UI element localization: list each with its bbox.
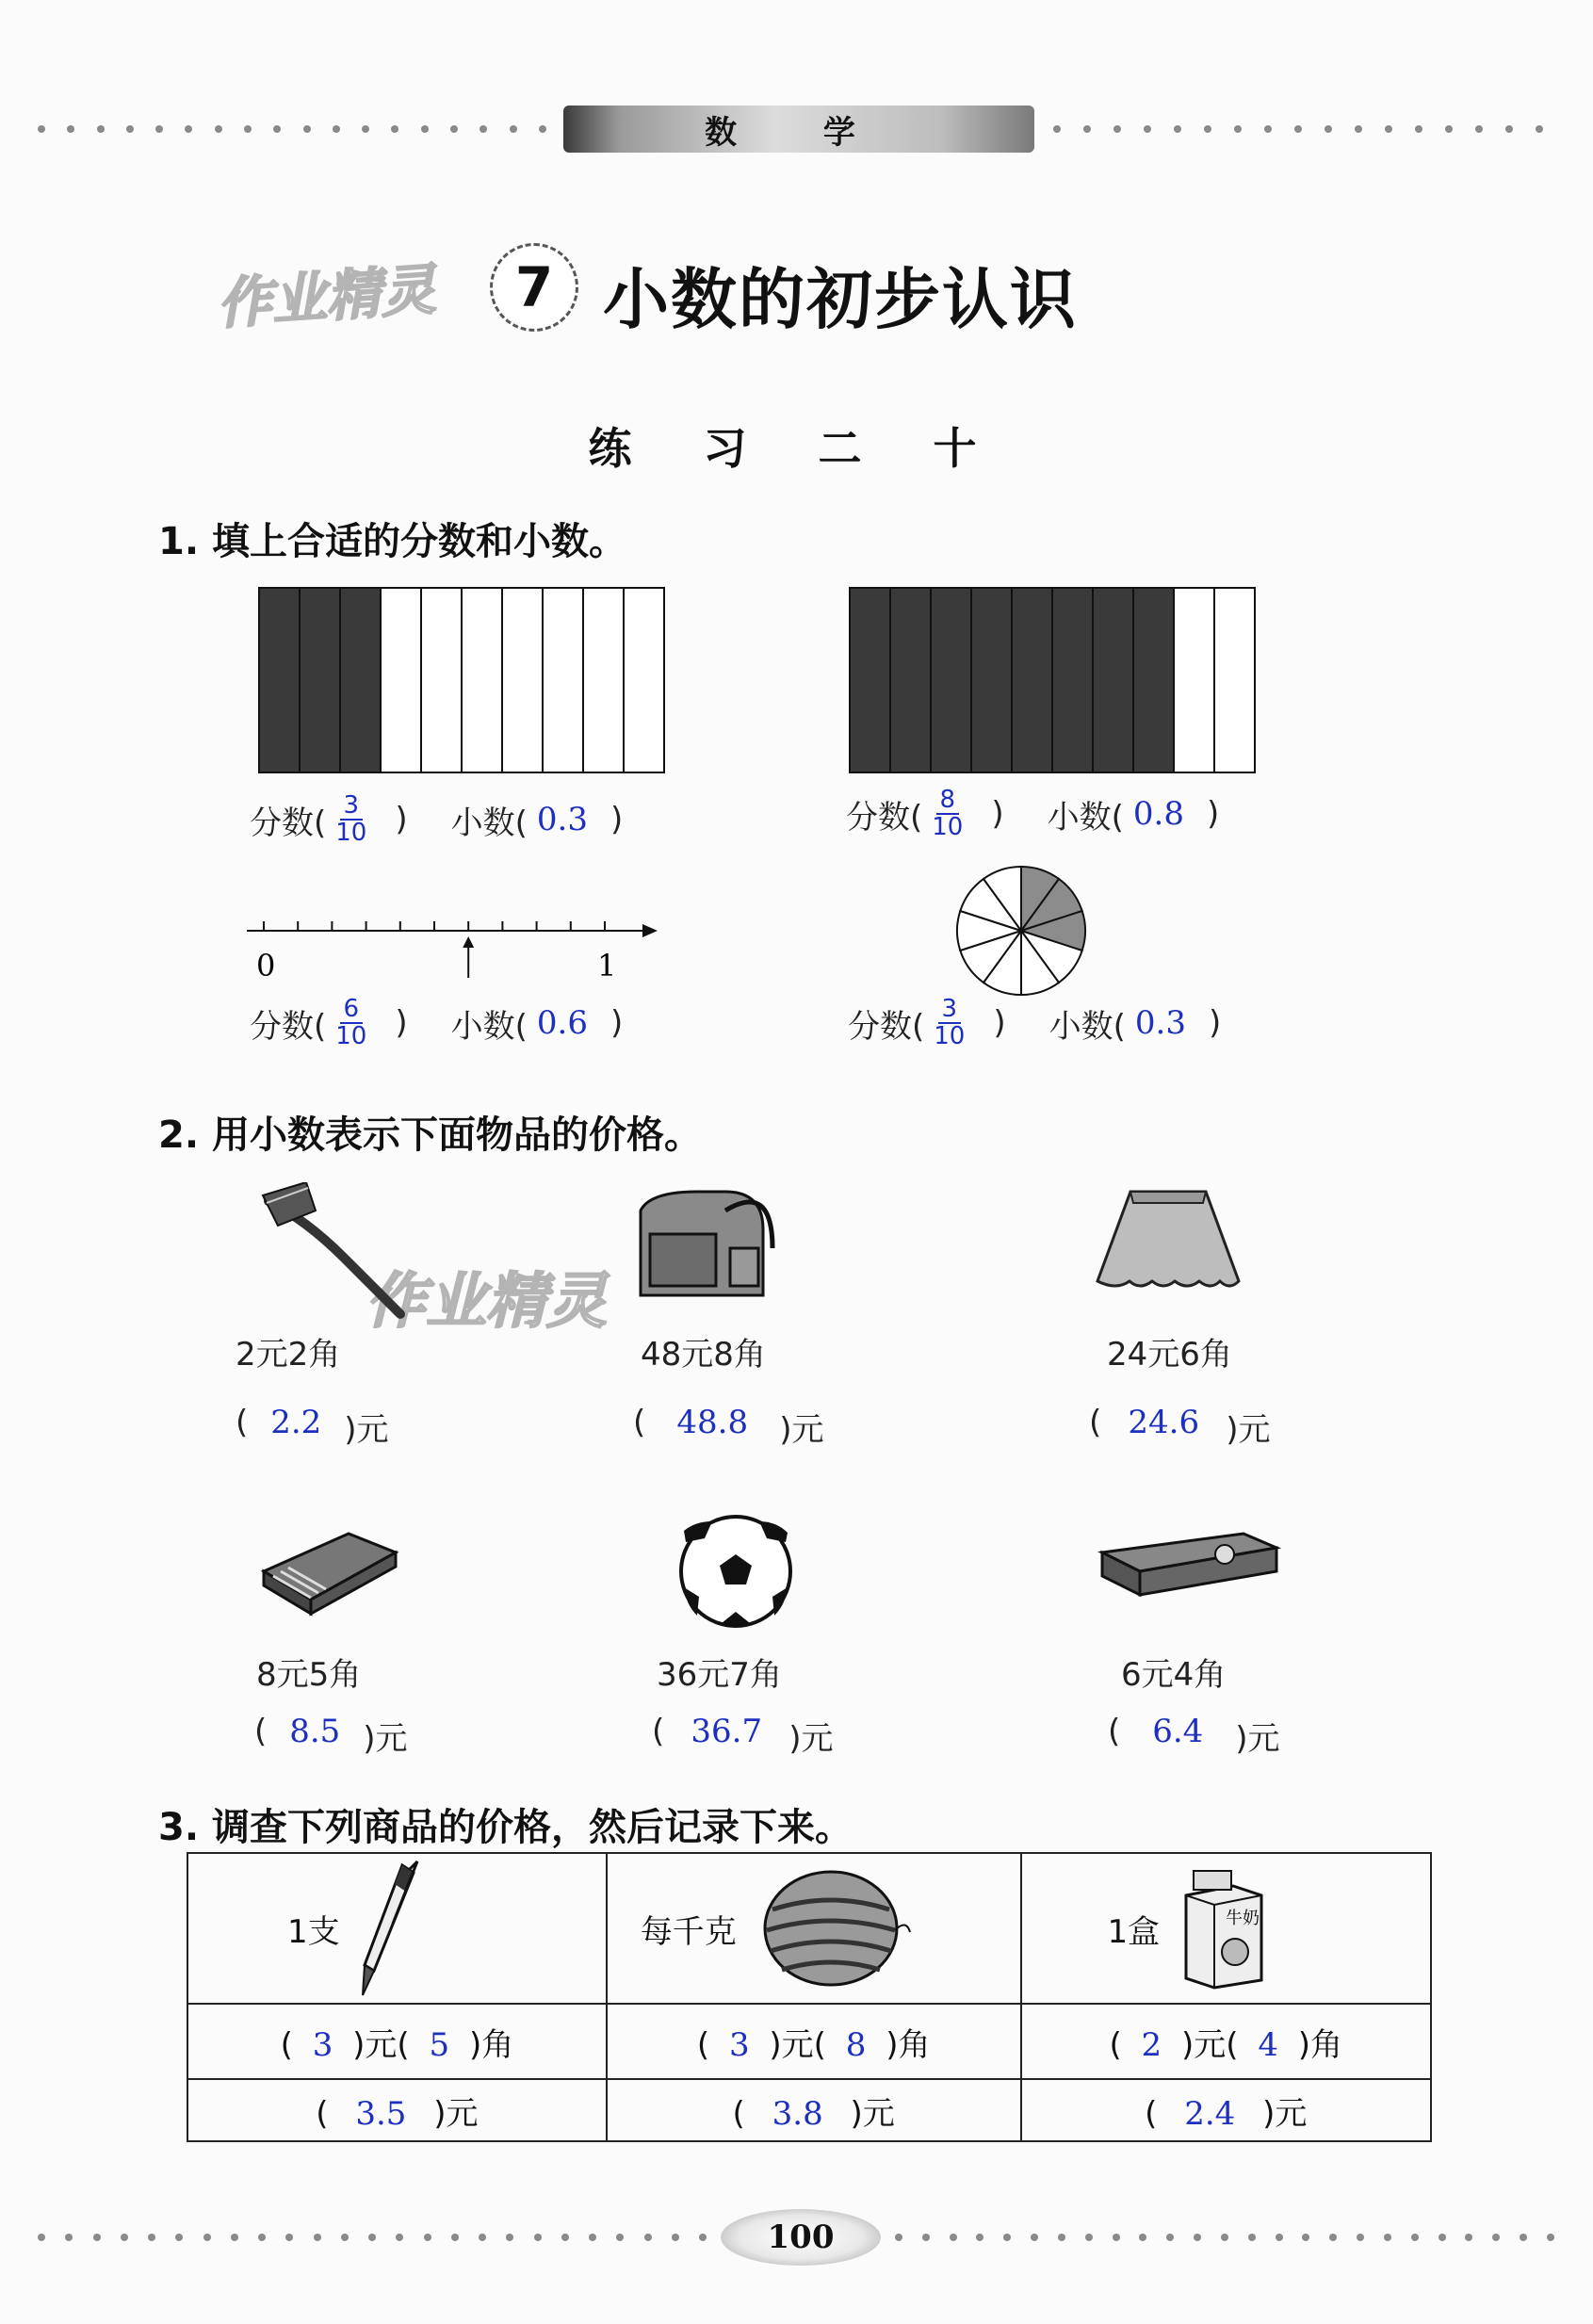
dot xyxy=(314,2234,321,2241)
dot xyxy=(479,2234,486,2241)
price-label: 24元6角 xyxy=(1107,1336,1232,1373)
dot xyxy=(1357,2234,1364,2241)
dot xyxy=(1221,2234,1228,2241)
fraction-label: 分数( xyxy=(250,1007,327,1046)
decimal-answer: 0.3 xyxy=(536,801,588,839)
shaded-segment xyxy=(259,588,300,772)
dot xyxy=(1411,2234,1419,2241)
dot xyxy=(1536,125,1543,133)
dot xyxy=(699,2234,707,2241)
subject-banner xyxy=(563,106,1034,153)
dot xyxy=(148,2234,155,2241)
empty-segment xyxy=(502,588,543,772)
empty-segment xyxy=(1214,588,1255,772)
decimal-answer: 0.3 xyxy=(1134,1004,1186,1043)
dot xyxy=(215,125,222,133)
empty-segment xyxy=(381,588,421,772)
q1-answer-row-2: 分数( $\frac{8}{10}$ ) 小数( 0.8 ) xyxy=(846,786,1220,842)
dot xyxy=(333,125,340,133)
dot xyxy=(1475,125,1483,133)
dot xyxy=(672,2234,679,2241)
dot xyxy=(368,2234,376,2241)
dot xyxy=(258,2234,266,2241)
table-cell: ( 2 )元( 4 )角 xyxy=(1021,2004,1431,2079)
empty-segment xyxy=(1174,588,1214,772)
yuan-answer: 3 xyxy=(312,2025,333,2064)
dot xyxy=(65,2234,73,2241)
dot xyxy=(341,2234,349,2241)
answer-row: ( 2.2 )元 xyxy=(236,1404,389,1449)
dot xyxy=(539,125,546,133)
shaded-segment xyxy=(931,588,971,772)
dot xyxy=(1445,125,1453,133)
footer-dots-left xyxy=(38,2231,707,2244)
dot xyxy=(616,2234,624,2241)
dot xyxy=(231,2234,238,2241)
shaded-segment xyxy=(1133,588,1174,772)
dot xyxy=(450,125,458,133)
dot xyxy=(922,2234,930,2241)
dot xyxy=(976,2234,983,2241)
price-label: 2元2角 xyxy=(236,1336,341,1373)
subject-label: 数 学 xyxy=(705,113,893,152)
dot xyxy=(480,125,487,133)
watermark-top: 作业精灵 xyxy=(215,256,438,336)
strip-diagram-a xyxy=(257,586,666,778)
dot xyxy=(203,2234,211,2241)
dot xyxy=(1439,2234,1446,2241)
dot xyxy=(1384,2234,1391,2241)
decimal-answer: 2.4 xyxy=(1184,2094,1236,2133)
watermelon-icon xyxy=(754,1862,914,1994)
dot xyxy=(1113,125,1121,133)
dot xyxy=(396,2234,403,2241)
dot xyxy=(1174,125,1181,133)
dot xyxy=(451,2234,459,2241)
q1-answer-row-4: 分数( $\frac{3}{10}$ ) 小数( 0.3 ) xyxy=(848,995,1222,1051)
shaded-segment xyxy=(1052,588,1093,772)
table-cell xyxy=(1021,1853,1431,2004)
dot xyxy=(126,125,134,133)
milk-box-label: 牛奶 xyxy=(1226,1909,1260,1928)
dot xyxy=(38,125,45,133)
jiao-answer: 4 xyxy=(1258,2025,1278,2064)
answer-row: ( 36.7 )元 xyxy=(652,1713,834,1758)
dot xyxy=(185,125,192,133)
answer-row: ( 8.5 )元 xyxy=(254,1713,408,1758)
decimal-answer: 24.6 xyxy=(1128,1404,1200,1441)
empty-segment xyxy=(543,588,583,772)
dot xyxy=(1058,2234,1065,2241)
dot xyxy=(244,125,252,133)
skirt-icon xyxy=(1088,1182,1248,1299)
decimal-answer: 3.8 xyxy=(772,2094,823,2133)
answer-row: ( 6.4 )元 xyxy=(1108,1713,1280,1758)
table-row xyxy=(187,2079,1431,2141)
dot xyxy=(285,2234,293,2241)
decimal-answer: 8.5 xyxy=(289,1713,341,1750)
dot xyxy=(1194,2234,1201,2241)
item-label: 1支 xyxy=(287,1912,340,1951)
empty-segment xyxy=(462,588,502,772)
dot xyxy=(155,125,163,133)
decimal-answer: 36.7 xyxy=(691,1713,763,1750)
footer-dots-right xyxy=(895,2231,1554,2244)
dot xyxy=(1248,2234,1256,2241)
dot xyxy=(1276,2234,1283,2241)
fraction-answer: $\frac{6}{10}$ xyxy=(335,995,367,1051)
schoolbag-icon xyxy=(622,1182,782,1308)
price-label: 8元5角 xyxy=(256,1656,362,1694)
decimal-answer: 3.5 xyxy=(355,2094,407,2133)
q1-answer-row-3: 分数( $\frac{6}{10}$ ) 小数( 0.6 ) xyxy=(250,995,624,1051)
item-label: 1盒 xyxy=(1107,1912,1161,1951)
dot xyxy=(67,125,74,133)
header-dots-left xyxy=(38,122,546,136)
table-cell: ( 2.4 )元 xyxy=(1021,2079,1431,2141)
dot xyxy=(895,2234,902,2241)
decimal-label: 小数( xyxy=(1048,1007,1126,1046)
number-line-start: 0 xyxy=(256,948,276,983)
dot xyxy=(1385,125,1392,133)
q2-prompt: 2. 用小数表示下面物品的价格。 xyxy=(158,1113,702,1157)
dot xyxy=(97,125,105,133)
shaded-segment xyxy=(971,588,1012,772)
fraction-label: 分数( xyxy=(848,1007,925,1046)
dot xyxy=(1415,125,1422,133)
dot xyxy=(424,2234,431,2241)
table-row xyxy=(187,2004,1431,2079)
decimal-answer: 0.6 xyxy=(536,1004,588,1043)
dot xyxy=(1325,125,1332,133)
price-label: 48元8角 xyxy=(641,1336,766,1373)
dot xyxy=(1166,2234,1174,2241)
shaded-segment xyxy=(1012,588,1052,772)
yuan-answer: 2 xyxy=(1141,2025,1162,2064)
dot xyxy=(93,2234,101,2241)
decimal-answer: 6.4 xyxy=(1152,1713,1204,1750)
table-cell xyxy=(607,1853,1021,2004)
pencil-case-icon xyxy=(1093,1524,1281,1622)
decimal-label: 小数( xyxy=(450,804,528,842)
q1-prompt: 1. 填上合适的分数和小数。 xyxy=(158,520,626,563)
number-line-arrowhead xyxy=(642,924,658,937)
exercise-title: 练 习 二 十 xyxy=(588,423,1005,474)
dot xyxy=(510,125,517,133)
decimal-answer: 0.8 xyxy=(1132,795,1184,834)
dot xyxy=(1139,2234,1146,2241)
dot xyxy=(1294,125,1302,133)
decimal-answer: 2.2 xyxy=(270,1404,322,1441)
dot xyxy=(1520,2234,1527,2241)
number-line-end: 1 xyxy=(597,948,617,983)
dot xyxy=(589,2234,596,2241)
dot xyxy=(303,125,311,133)
shaded-segment xyxy=(1093,588,1133,772)
dot xyxy=(1083,125,1091,133)
fraction-answer: $\frac{3}{10}$ xyxy=(934,995,966,1051)
price-label: 36元7角 xyxy=(657,1656,782,1694)
dot xyxy=(121,2234,128,2241)
dot xyxy=(38,2234,45,2241)
dot xyxy=(1302,2234,1309,2241)
dot xyxy=(391,125,398,133)
header-dots-right xyxy=(1053,122,1543,136)
table-row xyxy=(187,1853,1431,2004)
shaded-segment xyxy=(340,588,381,772)
table-cell: ( 3.5 )元 xyxy=(187,2079,607,2141)
page-number: 100 xyxy=(721,2209,881,2266)
price-survey-table xyxy=(187,1852,1432,2142)
dot xyxy=(1085,2234,1093,2241)
toothbrush-icon xyxy=(250,1182,419,1327)
unit-title: 小数的初步认识 xyxy=(603,261,1078,338)
table-cell xyxy=(187,1853,607,2004)
dot xyxy=(1492,2234,1500,2241)
strip-diagram-b xyxy=(848,586,1257,778)
dot xyxy=(561,2234,569,2241)
fraction-label: 分数( xyxy=(846,798,923,837)
empty-segment xyxy=(583,588,624,772)
dot xyxy=(1144,125,1151,133)
dot xyxy=(644,2234,652,2241)
price-label: 6元4角 xyxy=(1121,1656,1227,1694)
unit-number: 7 xyxy=(490,243,578,332)
crayon-box-icon xyxy=(254,1524,405,1622)
fraction-label: 分数( xyxy=(250,804,327,842)
number-line xyxy=(247,904,661,1002)
dot xyxy=(534,2234,542,2241)
jiao-answer: 8 xyxy=(845,2025,867,2064)
shaded-segment xyxy=(890,588,931,772)
answer-row: ( 24.6 )元 xyxy=(1089,1404,1271,1449)
dot xyxy=(175,2234,183,2241)
fraction-answer: $\frac{3}{10}$ xyxy=(335,791,367,848)
table-cell: ( 3 )元( 8 )角 xyxy=(607,2004,1021,2079)
empty-segment xyxy=(421,588,462,772)
dot xyxy=(950,2234,957,2241)
shaded-segment xyxy=(850,588,890,772)
position-arrowhead xyxy=(463,936,474,948)
fraction-answer: $\frac{8}{10}$ xyxy=(932,786,964,842)
q3-prompt: 3. 调查下列商品的价格，然后记录下来。 xyxy=(158,1806,853,1849)
dot xyxy=(1355,125,1362,133)
answer-row: ( 48.8 )元 xyxy=(633,1404,824,1449)
yuan-answer: 3 xyxy=(728,2025,750,2064)
dot xyxy=(1234,125,1242,133)
dot xyxy=(1053,125,1061,133)
shaded-segment xyxy=(300,588,340,772)
item-label: 每千克 xyxy=(640,1912,737,1951)
milk-box-icon xyxy=(1177,1867,1271,1990)
dot xyxy=(421,125,429,133)
watermark-middle: 作业精灵 xyxy=(366,1267,607,1337)
dot xyxy=(1547,2234,1554,2241)
decimal-label: 小数( xyxy=(1047,798,1124,837)
q1-answer-row-1: 分数( $\frac{3}{10}$ ) 小数( 0.3 ) xyxy=(250,791,624,848)
dot xyxy=(1505,125,1513,133)
dot xyxy=(506,2234,513,2241)
table-cell: ( 3.8 )元 xyxy=(607,2079,1021,2141)
dot xyxy=(1204,125,1211,133)
dot xyxy=(1329,2234,1337,2241)
empty-segment xyxy=(624,588,664,772)
dot xyxy=(362,125,369,133)
decimal-label: 小数( xyxy=(450,1007,528,1046)
soccer-ball-icon xyxy=(676,1512,795,1634)
dot xyxy=(273,125,281,133)
dot xyxy=(1003,2234,1011,2241)
dot xyxy=(1264,125,1272,133)
decimal-answer: 48.8 xyxy=(676,1404,749,1441)
dot xyxy=(1113,2234,1120,2241)
table-cell: ( 3 )元( 5 )角 xyxy=(187,2004,607,2079)
dot xyxy=(1031,2234,1038,2241)
pen-icon xyxy=(355,1858,421,1999)
jiao-answer: 5 xyxy=(429,2025,450,2064)
circle-diagram xyxy=(953,863,1089,1002)
dot xyxy=(1465,2234,1472,2241)
